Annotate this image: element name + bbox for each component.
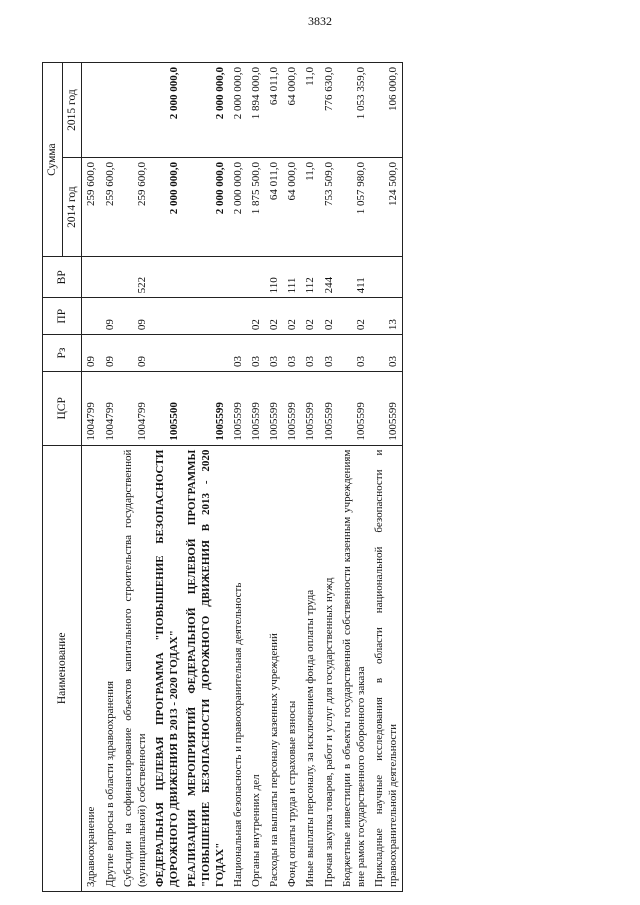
table-row: [370, 63, 403, 892]
header-name: Наименование: [43, 445, 82, 891]
table-row: [338, 63, 370, 892]
table-row: [265, 63, 283, 892]
row-csr: 1004799: [82, 371, 101, 445]
row-sum-2014: 1 875 500,0: [247, 158, 265, 257]
row-rz: 09: [101, 335, 119, 372]
row-sum-2015: 776 630,0: [320, 63, 338, 158]
row-sum-2014: 1 057 980,0: [338, 158, 370, 257]
row-rz: [183, 335, 229, 372]
header-csr: ЦСР: [43, 371, 82, 445]
row-name: Национальная безопасность и правоохранительная деятельность: [229, 445, 247, 891]
row-pr: [82, 298, 101, 335]
row-name: Фонд оплаты труда и страховые взносы: [283, 445, 301, 891]
row-pr: [151, 298, 183, 335]
row-name: Здравоохранение: [82, 445, 101, 891]
row-sum-2015: 64 000,0: [283, 63, 301, 158]
row-pr: 09: [119, 298, 151, 335]
row-rz: 03: [370, 335, 403, 372]
row-name: Органы внутренних дел: [247, 445, 265, 891]
row-name: РЕАЛИЗАЦИЯ МЕРОПРИЯТИЙ ФЕДЕРАЛЬНОЙ ЦЕЛЕВОЙ ПРОГРАММЫ "ПОВЫШЕНИЕ БЕЗОПАСНОСТИ ДОРОЖНОГО ДВИЖЕНИЯ В 2013 - 2020 ГОДАХ": [183, 445, 229, 891]
row-sum-2015: [119, 63, 151, 158]
table-header: [43, 63, 82, 892]
row-sum-2015: 1 894 000,0: [247, 63, 265, 158]
row-sum-2015: 64 011,0: [265, 63, 283, 158]
page-number: 3832: [308, 14, 332, 28]
row-sum-2015: 1 053 359,0: [338, 63, 370, 158]
row-rz: 03: [320, 335, 338, 372]
row-name: Прочая закупка товаров, работ и услуг для государственных нужд: [320, 445, 338, 891]
row-vr: [151, 257, 183, 298]
row-sum-2014: 753 509,0: [320, 158, 338, 257]
header-2015: 2015 год: [62, 63, 82, 158]
row-name: Бюджетные инвестиции в объекты государственной собственности казенным учреждениям вне рамок государственного оборонного заказа: [338, 445, 370, 891]
row-rz: [151, 335, 183, 372]
row-csr: 1005599: [320, 371, 338, 445]
row-vr: 411: [338, 257, 370, 298]
row-csr: 1004799: [119, 371, 151, 445]
row-vr: 110: [265, 257, 283, 298]
row-rz: 03: [265, 335, 283, 372]
row-sum-2015: 11,0: [301, 63, 319, 158]
row-sum-2014: 64 000,0: [283, 158, 301, 257]
table-row: [247, 63, 265, 892]
row-vr: [370, 257, 403, 298]
row-vr: [101, 257, 119, 298]
row-sum-2014: 2 000 000,0: [229, 158, 247, 257]
row-sum-2015: 2 000 000,0: [151, 63, 183, 158]
row-pr: 09: [101, 298, 119, 335]
row-pr: 02: [247, 298, 265, 335]
row-rz: 03: [301, 335, 319, 372]
row-name: Прикладные научные исследования в области национальной безопасности и правоохранительной деятельности: [370, 445, 403, 891]
table-row: [119, 63, 151, 892]
row-sum-2015: [82, 63, 101, 158]
header-2014: 2014 год: [62, 158, 82, 257]
row-name: Расходы на выплаты персоналу казенных учреждений: [265, 445, 283, 891]
header-rz: Рз: [43, 335, 82, 372]
row-csr: 1005599: [247, 371, 265, 445]
row-sum-2014: 259 600,0: [101, 158, 119, 257]
row-pr: [183, 298, 229, 335]
row-rz: 03: [338, 335, 370, 372]
row-pr: 02: [301, 298, 319, 335]
table-row: [183, 63, 229, 892]
row-sum-2014: 259 600,0: [82, 158, 101, 257]
table-row: [301, 63, 319, 892]
row-sum-2015: 2 000 000,0: [229, 63, 247, 158]
row-vr: 244: [320, 257, 338, 298]
row-vr: 111: [283, 257, 301, 298]
row-sum-2014: 124 500,0: [370, 158, 403, 257]
header-vr: ВР: [43, 257, 82, 298]
row-vr: [247, 257, 265, 298]
row-rz: 03: [283, 335, 301, 372]
budget-table: [42, 62, 403, 892]
row-vr: 522: [119, 257, 151, 298]
row-rz: 09: [82, 335, 101, 372]
row-pr: 02: [338, 298, 370, 335]
row-name: Другие вопросы в области здравоохранения: [101, 445, 119, 891]
row-sum-2014: 64 011,0: [265, 158, 283, 257]
table-row: [320, 63, 338, 892]
row-pr: 13: [370, 298, 403, 335]
row-rz: 09: [119, 335, 151, 372]
row-pr: [229, 298, 247, 335]
row-sum-2015: [101, 63, 119, 158]
row-csr: 1005599: [301, 371, 319, 445]
row-name: Иные выплаты персоналу, за исключением фонда оплаты труда: [301, 445, 319, 891]
table-row: [82, 63, 101, 892]
row-vr: [82, 257, 101, 298]
table-row: [283, 63, 301, 892]
row-csr: 1005599: [338, 371, 370, 445]
row-csr: 1005599: [265, 371, 283, 445]
row-pr: 02: [283, 298, 301, 335]
row-sum-2014: 11,0: [301, 158, 319, 257]
row-vr: 112: [301, 257, 319, 298]
row-csr: 1004799: [101, 371, 119, 445]
row-csr: 1005500: [151, 371, 183, 445]
table-row: [151, 63, 183, 892]
rotated-page-content: [42, 62, 577, 892]
row-csr: 1005599: [229, 371, 247, 445]
row-csr: 1005599: [370, 371, 403, 445]
row-rz: 03: [247, 335, 265, 372]
row-sum-2014: 2 000 000,0: [183, 158, 229, 257]
row-pr: 02: [320, 298, 338, 335]
table-row: [101, 63, 119, 892]
row-vr: [229, 257, 247, 298]
row-csr: 1005599: [183, 371, 229, 445]
row-vr: [183, 257, 229, 298]
header-pr: ПР: [43, 298, 82, 335]
header-sum: Сумма: [43, 63, 63, 257]
table-row: [229, 63, 247, 892]
table-body: [82, 63, 402, 892]
row-sum-2014: 2 000 000,0: [151, 158, 183, 257]
row-name: Субсидии на софинансирование объектов капитального строительства государственной (муниципальной) собственности: [119, 445, 151, 891]
row-sum-2015: 2 000 000,0: [183, 63, 229, 158]
row-name: ФЕДЕРАЛЬНАЯ ЦЕЛЕВАЯ ПРОГРАММА "ПОВЫШЕНИЕ БЕЗОПАСНОСТИ ДОРОЖНОГО ДВИЖЕНИЯ В 2013 - 2020 ГОДАХ": [151, 445, 183, 891]
row-csr: 1005599: [283, 371, 301, 445]
row-pr: 02: [265, 298, 283, 335]
row-sum-2014: 259 600,0: [119, 158, 151, 257]
row-rz: 03: [229, 335, 247, 372]
row-sum-2015: 106 000,0: [370, 63, 403, 158]
